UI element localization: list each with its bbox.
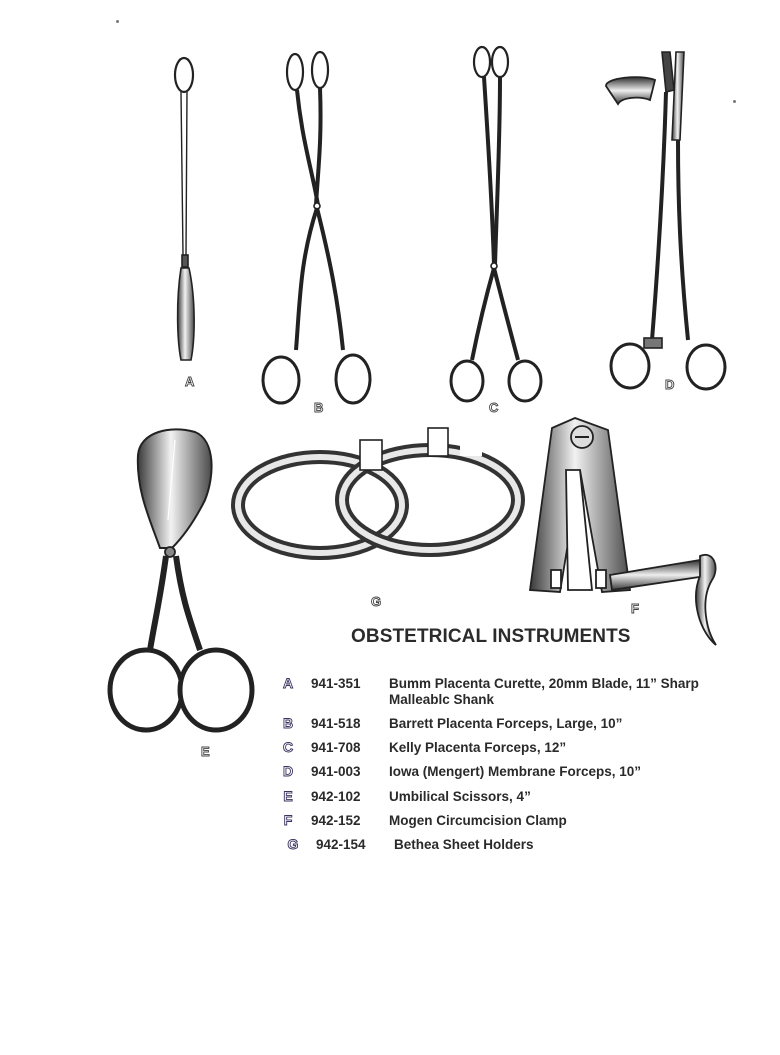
item-code: 942-154 (316, 837, 366, 852)
item-code: 941-708 (311, 740, 361, 755)
item-description: Bethea Sheet Holders (394, 837, 534, 852)
page-title: OBSTETRICAL INSTRUMENTS (351, 626, 631, 647)
curette-drawing (175, 58, 194, 360)
mogen-clamp-drawing (530, 418, 716, 645)
catalog-row (278, 812, 738, 832)
catalog-row (278, 675, 738, 709)
figure-label-a: A (185, 374, 195, 389)
figure-label-g: G (371, 594, 382, 609)
item-code: 942-152 (311, 813, 361, 828)
barrett-forceps-drawing (263, 52, 370, 403)
item-description: Kelly Placenta Forceps, 12” (389, 740, 567, 755)
item-code: 942-102 (311, 789, 361, 804)
item-description: Barrett Placenta Forceps, Large, 10” (389, 716, 623, 731)
iowa-forceps-drawing (606, 52, 725, 389)
item-description: Bumm Placenta Curette, 20mm Blade, 11” Sharp Malleablc Shank (389, 676, 699, 707)
figure-label-d: D (665, 377, 675, 392)
item-description: Mogen Circumcision Clamp (389, 813, 567, 828)
catalog-row (278, 739, 738, 759)
umbilical-scissors-drawing (110, 429, 252, 730)
item-code: 941-003 (311, 764, 361, 779)
item-letter: F (283, 812, 293, 828)
item-letter: C (282, 739, 294, 755)
item-letter: D (282, 763, 294, 779)
catalog-row (278, 715, 738, 735)
catalog-row (278, 788, 738, 808)
figure-label-b: B (314, 400, 324, 415)
item-code: 941-351 (311, 676, 361, 691)
item-letter: A (282, 675, 294, 691)
scan-speck (116, 20, 119, 23)
figure-label-c: C (489, 400, 499, 415)
item-letter: E (283, 788, 293, 804)
figure-label-e: E (201, 744, 210, 759)
item-letter: B (282, 715, 294, 731)
catalog-row (283, 836, 738, 856)
item-code: 941-518 (311, 716, 361, 731)
scan-speck (733, 100, 736, 103)
kelly-forceps-drawing (451, 47, 541, 401)
catalog-row (278, 763, 738, 783)
sheet-holders-drawing (238, 428, 518, 553)
figure-label-f: F (631, 601, 639, 616)
item-description: Umbilical Scissors, 4” (389, 789, 531, 804)
item-description: Iowa (Mengert) Membrane Forceps, 10” (389, 764, 642, 779)
item-letter: G (287, 836, 299, 852)
